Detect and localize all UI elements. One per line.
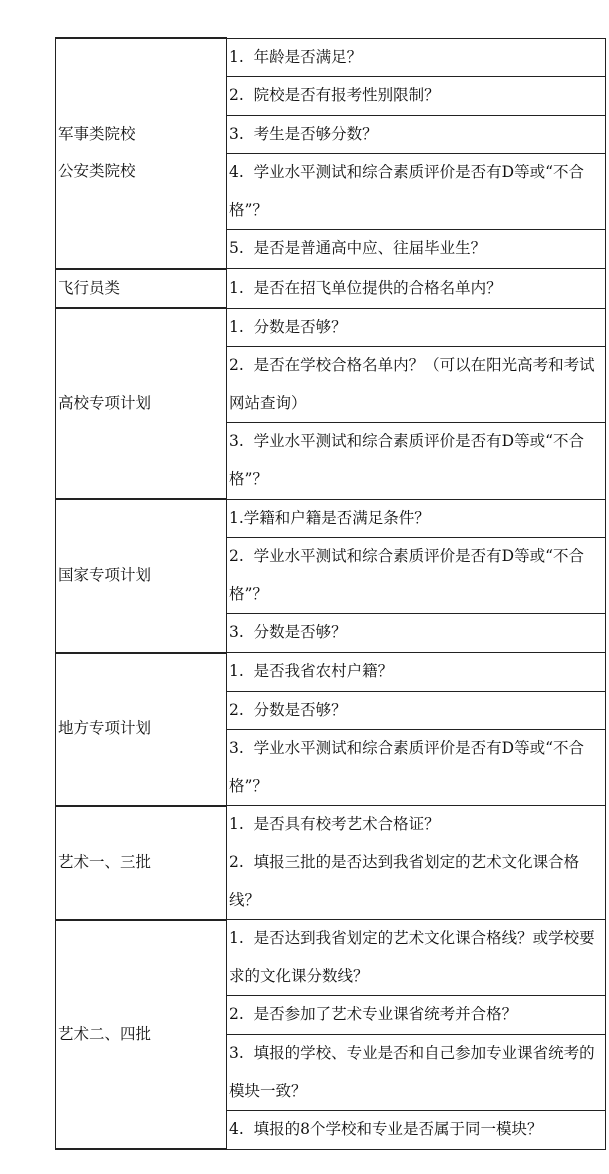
checklist-table xyxy=(55,37,606,1150)
item-number: 1. xyxy=(229,929,244,948)
check-item xyxy=(227,347,606,423)
check-item xyxy=(227,269,606,309)
item-text: 是否具有校考艺术合格证？ xyxy=(253,815,440,834)
category-label: 艺术一、三批 xyxy=(58,852,152,871)
check-item xyxy=(227,308,606,347)
item-text: 年龄是否满足？ xyxy=(253,47,363,66)
check-item xyxy=(227,423,606,499)
item-text: 是否是普通高中应、往届毕业生？ xyxy=(253,239,487,258)
check-item xyxy=(227,691,606,730)
item-text: 填报三批的是否达到我省划定的艺术文化课合格线？ xyxy=(229,852,580,909)
item-text: 学业水平测试和综合素质评价是否有D等或“不合格”？ xyxy=(229,432,585,489)
category-label: 国家专项计划 xyxy=(58,566,152,585)
check-item xyxy=(227,115,606,154)
item-text: 是否参加了艺术专业课省统考并合格？ xyxy=(253,1005,518,1024)
item-number: 2. xyxy=(229,356,244,375)
category-cell xyxy=(56,308,227,499)
table-row xyxy=(56,308,606,347)
item-number: 1. xyxy=(229,508,244,527)
item-number: 3. xyxy=(229,432,244,451)
category-cell xyxy=(56,653,227,806)
item-text: 学籍和户籍是否满足条件？ xyxy=(243,508,430,527)
item-number: 4. xyxy=(229,163,244,182)
category-cell xyxy=(56,269,227,309)
check-item-line xyxy=(229,806,603,844)
item-text: 院校是否有报考性别限制？ xyxy=(253,86,440,105)
item-number: 5. xyxy=(229,239,244,258)
item-number: 3. xyxy=(229,739,244,758)
item-number: 2. xyxy=(229,1005,244,1024)
item-text: 学业水平测试和综合素质评价是否有D等或“不合格”？ xyxy=(229,547,585,603)
checklist-body xyxy=(56,38,606,1149)
item-number: 3. xyxy=(229,1043,244,1062)
category-cell xyxy=(56,38,227,269)
category-label: 地方专项计划 xyxy=(58,719,152,738)
item-text: 是否达到我省划定的艺术文化课合格线？或学校要求的文化课分数线？ xyxy=(229,929,595,985)
check-item xyxy=(227,1034,606,1110)
table-row xyxy=(56,269,606,309)
item-text: 是否在招飞单位提供的合格名单内？ xyxy=(253,278,502,297)
item-number: 1. xyxy=(229,47,244,66)
item-number: 1. xyxy=(229,317,244,336)
check-item xyxy=(227,154,606,230)
check-item xyxy=(227,38,606,77)
check-item xyxy=(227,538,606,614)
item-text: 分数是否够？ xyxy=(253,623,347,642)
check-item xyxy=(227,653,606,692)
item-number: 2. xyxy=(229,547,244,566)
category-label: 军事类院校 xyxy=(58,124,136,143)
item-number: 1. xyxy=(229,815,244,834)
category-label: 高校专项计划 xyxy=(58,393,152,412)
check-item xyxy=(227,806,606,920)
check-item xyxy=(227,614,606,653)
check-item xyxy=(227,920,606,996)
table-row xyxy=(56,653,606,692)
item-text: 填报的学校、专业是否和自己参加专业课省统考的模块一致？ xyxy=(229,1043,595,1100)
item-text: 是否在学校合格名单内？（可以在阳光高考和考试网站查询） xyxy=(229,356,595,412)
category-cell xyxy=(56,920,227,1150)
category-label: 公安类院校 xyxy=(58,162,136,181)
table-row xyxy=(56,806,606,920)
item-number: 3. xyxy=(229,124,244,143)
check-item xyxy=(227,1111,606,1150)
category-cell xyxy=(56,499,227,652)
item-number: 2. xyxy=(229,86,244,105)
item-number: 1. xyxy=(229,278,244,297)
item-number: 2. xyxy=(229,700,244,719)
check-item xyxy=(227,996,606,1035)
item-number: 2. xyxy=(229,852,244,871)
item-text: 分数是否够？ xyxy=(253,317,347,336)
item-number: 3. xyxy=(229,623,244,642)
item-number: 4. xyxy=(229,1120,244,1139)
item-text: 学业水平测试和综合素质评价是否有D等或“不合格”？ xyxy=(229,163,585,219)
item-text: 学业水平测试和综合素质评价是否有D等或“不合格”？ xyxy=(229,739,585,795)
table-row xyxy=(56,38,606,77)
check-item xyxy=(227,230,606,269)
check-item xyxy=(227,730,606,806)
item-text: 是否我省农村户籍？ xyxy=(253,662,394,680)
category-label: 艺术二、四批 xyxy=(58,1024,152,1043)
item-number: 1. xyxy=(229,662,244,680)
item-text: 填报的8个学校和专业是否属于同一模块？ xyxy=(253,1120,543,1139)
table-row xyxy=(56,499,606,538)
check-item xyxy=(227,499,606,538)
table-row xyxy=(56,920,606,996)
category-cell xyxy=(56,806,227,920)
item-text: 分数是否够？ xyxy=(253,700,347,719)
item-text: 考生是否够分数？ xyxy=(253,124,378,143)
category-label: 飞行员类 xyxy=(58,278,121,297)
check-item xyxy=(227,77,606,116)
check-item-line xyxy=(229,844,603,919)
